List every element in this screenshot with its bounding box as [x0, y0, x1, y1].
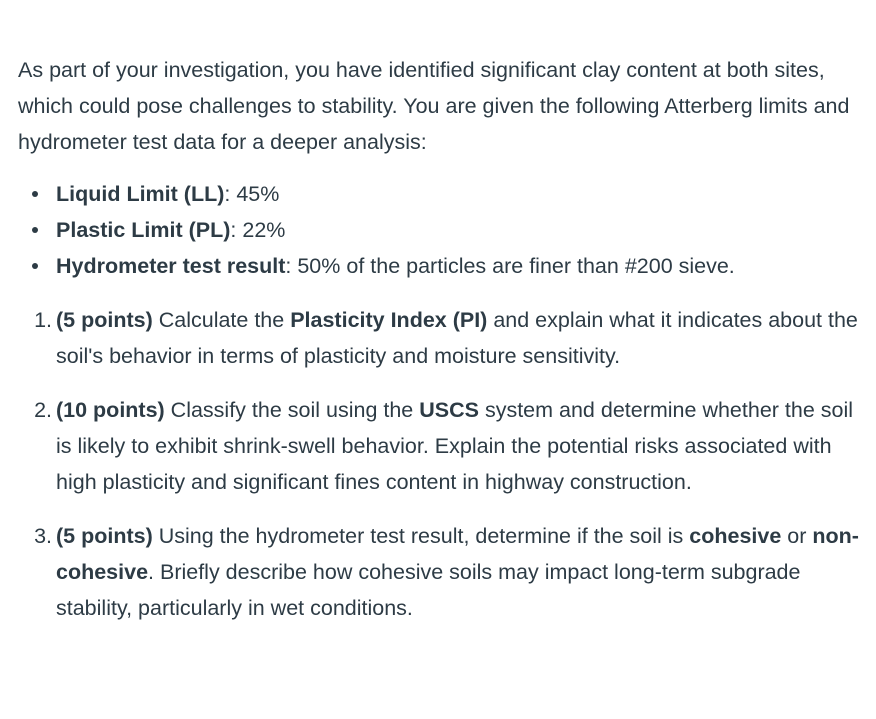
question-points: (5 points)	[56, 524, 153, 548]
list-item-hydrometer	[56, 248, 868, 284]
bullet-icon	[32, 191, 38, 197]
question-1	[34, 302, 868, 374]
question-2	[34, 392, 868, 500]
question-number: 1.	[34, 308, 52, 332]
question-text: Classify the soil using the	[164, 398, 420, 422]
hydrometer-value: : 50% of the particles are finer than #200 sieve.	[285, 254, 735, 278]
bullet-icon	[32, 227, 38, 233]
question-keyword: cohesive	[689, 524, 782, 548]
question-text: system and determine whether the soil is likely to exhibit shrink-swell behavior. Explain the potential risks associated with high plasticity and significant fines content in highway construction.	[56, 398, 854, 494]
liquid-limit-value: : 45%	[224, 182, 280, 206]
question-number: 2.	[34, 398, 52, 422]
question-keyword: USCS	[419, 398, 479, 422]
question-number: 3.	[34, 524, 52, 548]
question-points: (10 points)	[56, 398, 165, 422]
question-keyword: non-cohesive	[56, 524, 859, 584]
question-text: and explain what it indicates about the soil's behavior in terms of plasticity and moisture sensitivity.	[56, 308, 858, 368]
question-3	[34, 518, 868, 626]
list-item-liquid-limit	[56, 176, 868, 212]
list-item-plastic-limit	[56, 212, 868, 248]
hydrometer-label: Hydrometer test result	[56, 254, 286, 278]
question-content	[18, 52, 868, 644]
question-text: . Briefly describe how cohesive soils may impact long-term subgrade stability, particularly in wet conditions.	[56, 560, 801, 620]
plastic-limit-value: : 22%	[230, 218, 286, 242]
intro-paragraph: As part of your investigation, you have identified significant clay content at both sites, which could pose challenges to stability. You are given the following Atterberg limits and hydrometer test data for a deeper analysis:	[18, 58, 850, 154]
question-text: Using the hydrometer test result, determine if the soil is	[152, 524, 690, 548]
plastic-limit-label: Plastic Limit (PL)	[56, 218, 231, 242]
test-data-list	[18, 176, 868, 284]
question-text: Calculate the	[152, 308, 291, 332]
liquid-limit-label: Liquid Limit (LL)	[56, 182, 225, 206]
bullet-icon	[32, 263, 38, 269]
question-points: (5 points)	[56, 308, 153, 332]
question-keyword: Plasticity Index (PI)	[290, 308, 488, 332]
question-text: or	[781, 524, 813, 548]
question-list	[18, 302, 868, 626]
